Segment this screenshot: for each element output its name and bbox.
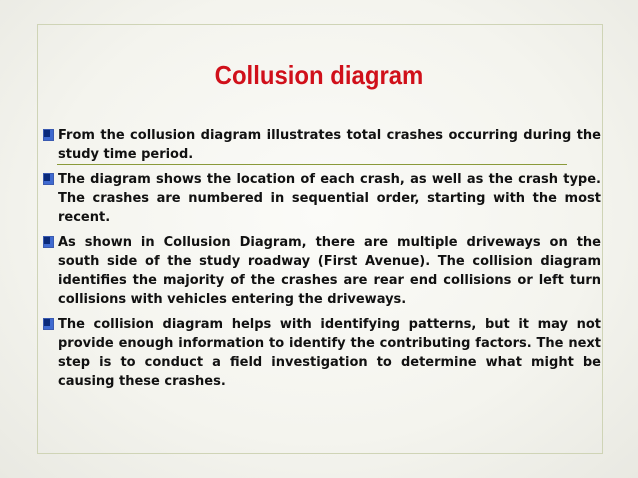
bullet-item bbox=[43, 233, 603, 309]
bullet-item bbox=[43, 126, 603, 164]
bullet-list bbox=[43, 126, 603, 397]
bullet-item bbox=[43, 170, 603, 227]
bullet-text: From the collusion diagram illustrates total crashes occurring during the study time period. bbox=[58, 128, 601, 162]
slide-title: Collusion diagram bbox=[214, 60, 424, 90]
square-bullet-icon bbox=[43, 173, 54, 185]
square-bullet-icon bbox=[43, 318, 54, 330]
bullet-text: The collision diagram helps with identifying patterns, but it may not provide enough information to identify the contributing factors. The next step is to conduct a field investigation to determine what might be causing these crashes. bbox=[58, 317, 601, 389]
bullet-text: The diagram shows the location of each crash, as well as the crash type. The crashes are numbered in sequential order, starting with the most recent. bbox=[58, 172, 601, 225]
bullet-text: As shown in Collusion Diagram, there are multiple driveways on the south side of the study roadway (First Avenue). The collision diagram identifies the majority of the crashes are rear end collisions or left turn collisions with vehicles entering the driveways. bbox=[58, 235, 601, 307]
square-bullet-icon bbox=[43, 129, 54, 141]
square-bullet-icon bbox=[43, 236, 54, 248]
bullet-item bbox=[43, 315, 603, 391]
